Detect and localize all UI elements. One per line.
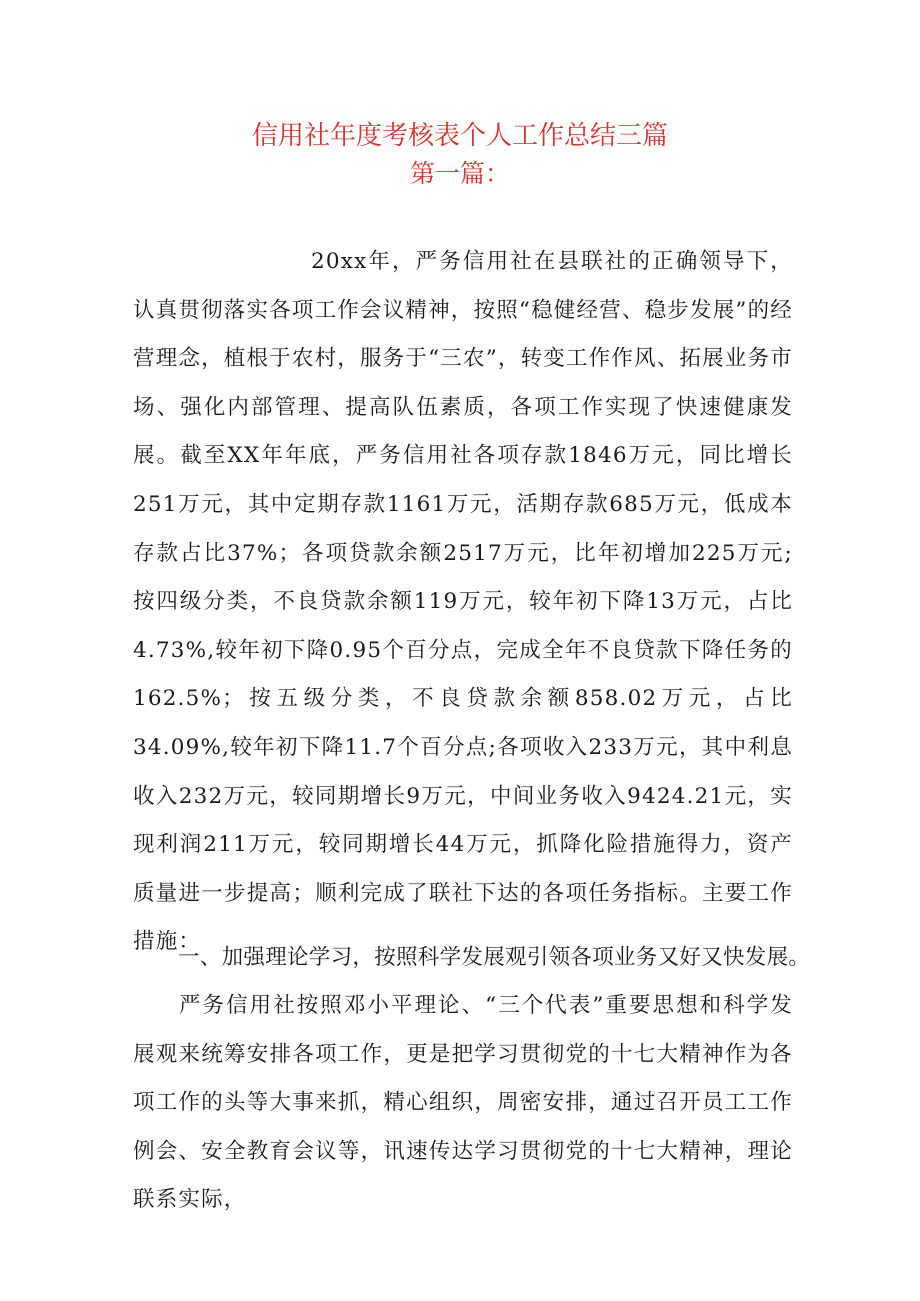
document-title: 信用社年度考核表个人工作总结三篇 bbox=[251, 121, 668, 151]
body-paragraph-1: 20xx年，严务信用社在县联社的正确领导下，认真贯彻落实各项工作会议精神，按照“稳健经营、稳步发展”的经营理念，植根于农村，服务于“三农”，转变工作作风、拓展业务市场、强化内部管理、提高队伍素质，各项工作实现了快速健康发展。截至XX年年底，严务信用社各项存款1846万元，同比增长251万元，其中定期存款1161万元，活期存款685万元，低成本存款占比37%；各项贷款余额2517万元，比年初增加225万元;按四级分类，不良贷款余额119万元，较年初下降13万元，占比4.73%,较年初下降0.95个百分点，完成全年不良贷款下降任务的162.5%；按五级分类，不良贷款余额858.02万元，占比34.09%,较年初下降11.7个百分点;各项收入233万元，其中利息收入232万元，较同期增长9万元，中间业务收入9424.21元，实现利润211万元，较同期增长44万元，抓降化险措施得力，资产质量进一步提高；顺利完成了联社下达的各项任务指标。主要工作措施： bbox=[133, 249, 793, 955]
section-heading: 一、加强理论学习，按照科学发展观引领各项业务又好又快发展。 bbox=[178, 945, 811, 970]
body-paragraph-2: 严务信用社按照邓小平理论、“三个代表”重要思想和科学发展观来统筹安排各项工作，更是把学习贯彻党的十七大精神作为各项工作的头等大事来抓，精心组织，周密安排，通过召开员工工作例会、安全教育会议等，讯速传达学习贯彻党的十七大精神，理论联系实际， bbox=[133, 993, 793, 1213]
document-subtitle: 第一篇： bbox=[409, 159, 510, 188]
